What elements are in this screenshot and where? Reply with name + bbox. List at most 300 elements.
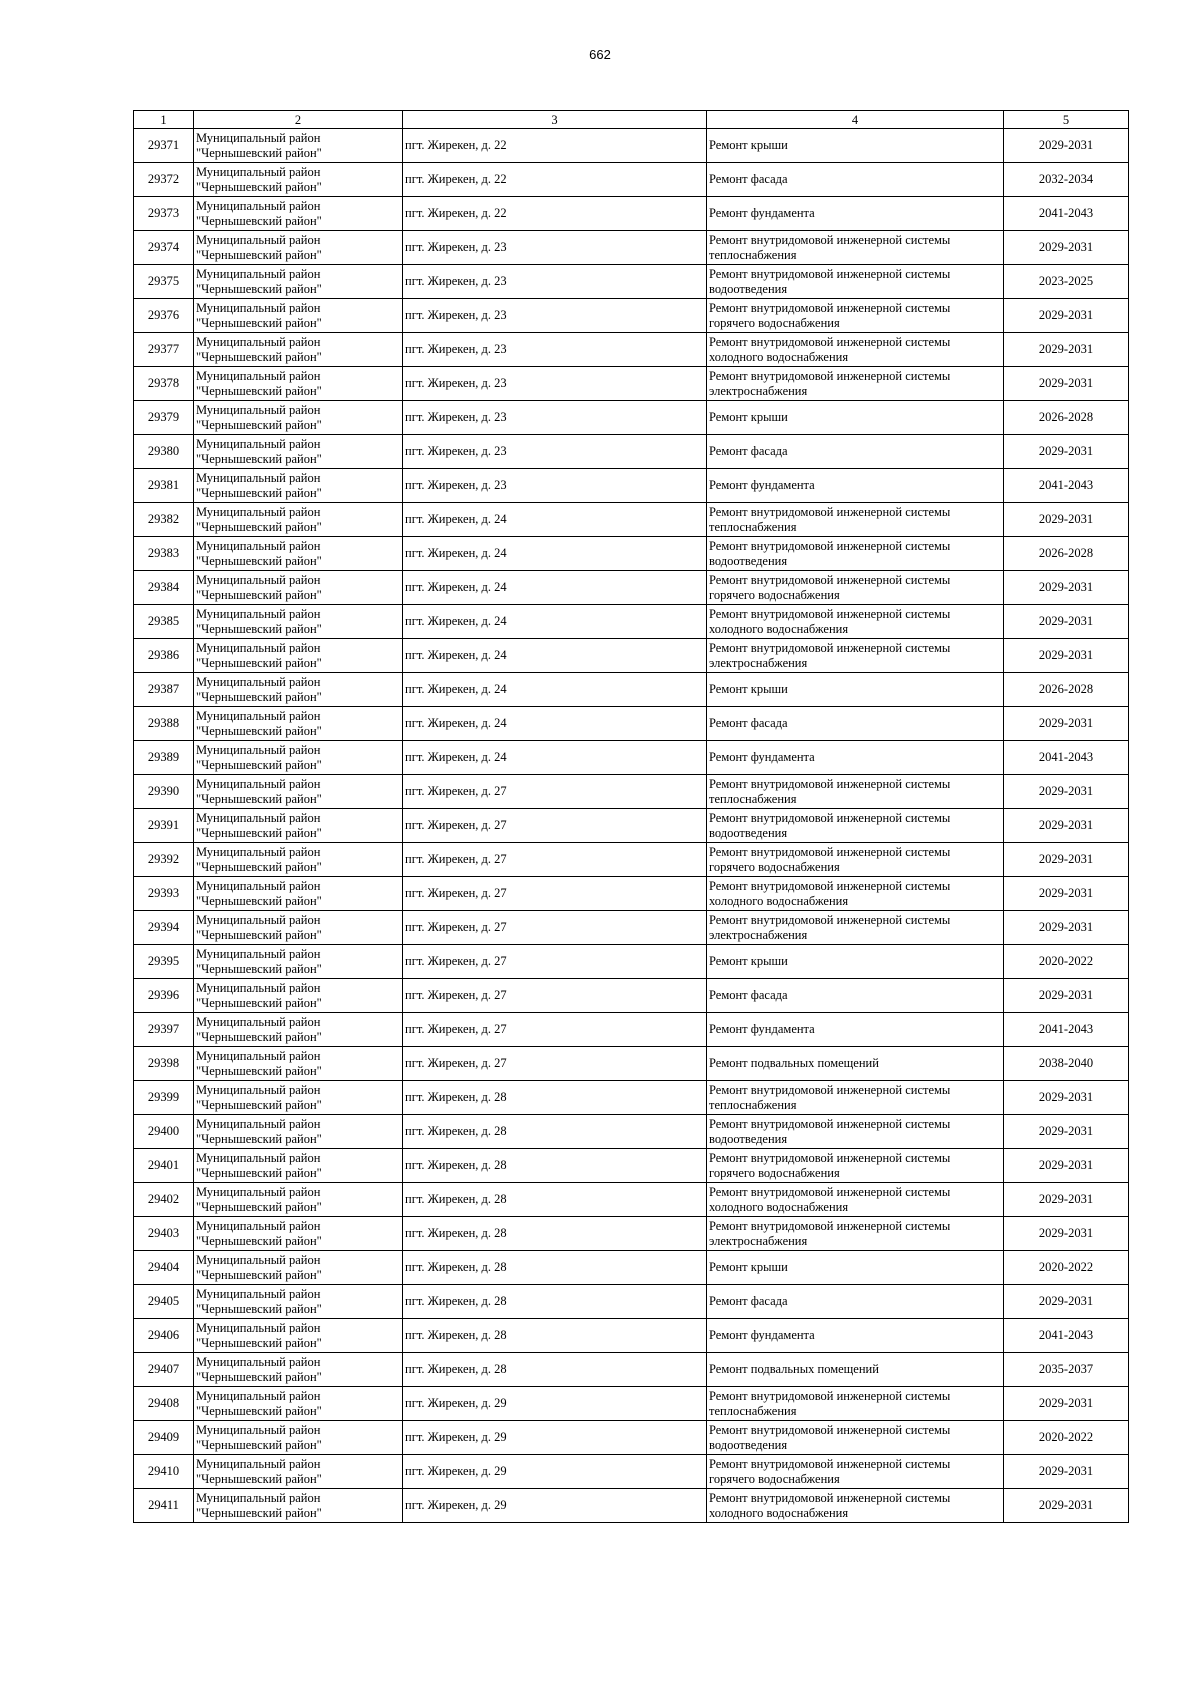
work-type-cell [707, 1047, 1004, 1081]
table-row [134, 1047, 1129, 1081]
period-cell: 2029-2031 [1004, 299, 1129, 333]
cell-line: Муниципальный район [196, 1456, 321, 1471]
table-row [134, 333, 1129, 367]
table-row [134, 163, 1129, 197]
address-cell: пгт. Жирекен, д. 23 [403, 401, 707, 435]
cell-line: Муниципальный район [196, 436, 321, 451]
cell-line: "Чернышевский район" [196, 1233, 322, 1248]
address-cell: пгт. Жирекен, д. 24 [403, 605, 707, 639]
cell-line: Муниципальный район [196, 130, 321, 145]
cell-line: Ремонт внутридомовой инженерной системы [709, 844, 951, 859]
cell-line: Ремонт внутридомовой инженерной системы [709, 1184, 951, 1199]
column-header: 5 [1004, 111, 1129, 129]
cell-line: "Чернышевский район" [196, 825, 322, 840]
district-cell [194, 1047, 403, 1081]
period-cell: 2029-2031 [1004, 877, 1129, 911]
cell-line: Ремонт внутридомовой инженерной системы [709, 1082, 951, 1097]
district-cell [194, 1421, 403, 1455]
row-number-cell: 29381 [134, 469, 194, 503]
cell-line: Ремонт крыши [709, 138, 788, 152]
cell-line: Ремонт внутридомовой инженерной системы [709, 368, 951, 383]
cell-line: "Чернышевский район" [196, 213, 322, 228]
work-type-cell [707, 945, 1004, 979]
cell-line: Ремонт внутридомовой инженерной системы [709, 912, 951, 927]
table-row [134, 401, 1129, 435]
address-cell: пгт. Жирекен, д. 27 [403, 843, 707, 877]
column-header: 1 [134, 111, 194, 129]
cell-line: Ремонт внутридомовой инженерной системы [709, 606, 951, 621]
work-type-cell [707, 265, 1004, 299]
work-type-cell [707, 1455, 1004, 1489]
table-row [134, 571, 1129, 605]
cell-line: "Чернышевский район" [196, 1267, 322, 1282]
cell-line: Ремонт фасада [709, 444, 788, 458]
work-type-cell [707, 911, 1004, 945]
period-cell: 2029-2031 [1004, 503, 1129, 537]
address-cell: пгт. Жирекен, д. 23 [403, 299, 707, 333]
period-cell: 2029-2031 [1004, 1387, 1129, 1421]
cell-line: Муниципальный район [196, 742, 321, 757]
period-cell: 2020-2022 [1004, 1251, 1129, 1285]
address-cell: пгт. Жирекен, д. 24 [403, 571, 707, 605]
cell-line: холодного водоснабжения [709, 621, 849, 636]
row-number-cell: 29393 [134, 877, 194, 911]
district-cell [194, 435, 403, 469]
period-cell: 2029-2031 [1004, 231, 1129, 265]
period-cell: 2035-2037 [1004, 1353, 1129, 1387]
cell-line: Ремонт крыши [709, 682, 788, 696]
cell-line: Муниципальный район [196, 1184, 321, 1199]
row-number-cell: 29389 [134, 741, 194, 775]
cell-line: "Чернышевский район" [196, 927, 322, 942]
period-cell: 2029-2031 [1004, 1489, 1129, 1523]
cell-line: Муниципальный район [196, 164, 321, 179]
row-number-cell: 29387 [134, 673, 194, 707]
row-number-cell: 29394 [134, 911, 194, 945]
cell-line: Ремонт внутридомовой инженерной системы [709, 300, 951, 315]
table-row [134, 775, 1129, 809]
cell-line: Муниципальный район [196, 504, 321, 519]
district-cell [194, 945, 403, 979]
cell-line: "Чернышевский район" [196, 315, 322, 330]
cell-line: Ремонт фундамента [709, 478, 815, 492]
work-type-cell [707, 1183, 1004, 1217]
cell-line: Ремонт внутридомовой инженерной системы [709, 266, 951, 281]
row-number-cell: 29378 [134, 367, 194, 401]
row-number-cell: 29388 [134, 707, 194, 741]
work-type-cell [707, 1489, 1004, 1523]
district-cell [194, 401, 403, 435]
period-cell: 2029-2031 [1004, 129, 1129, 163]
address-cell: пгт. Жирекен, д. 27 [403, 775, 707, 809]
work-type-cell [707, 1387, 1004, 1421]
cell-line: Муниципальный район [196, 300, 321, 315]
cell-line: Муниципальный район [196, 368, 321, 383]
period-cell: 2032-2034 [1004, 163, 1129, 197]
address-cell: пгт. Жирекен, д. 23 [403, 333, 707, 367]
work-type-cell [707, 775, 1004, 809]
cell-line: Муниципальный район [196, 946, 321, 961]
work-type-cell [707, 1285, 1004, 1319]
work-type-cell [707, 1353, 1004, 1387]
district-cell [194, 537, 403, 571]
address-cell: пгт. Жирекен, д. 28 [403, 1353, 707, 1387]
cell-line: электроснабжения [709, 655, 808, 670]
address-cell: пгт. Жирекен, д. 28 [403, 1149, 707, 1183]
cell-line: электроснабжения [709, 383, 808, 398]
cell-line: "Чернышевский район" [196, 961, 322, 976]
cell-line: Муниципальный район [196, 402, 321, 417]
address-cell: пгт. Жирекен, д. 23 [403, 231, 707, 265]
row-number-cell: 29391 [134, 809, 194, 843]
cell-line: Муниципальный район [196, 980, 321, 995]
work-type-cell [707, 1081, 1004, 1115]
row-number-cell: 29392 [134, 843, 194, 877]
table-row [134, 1081, 1129, 1115]
row-number-cell: 29402 [134, 1183, 194, 1217]
row-number-cell: 29386 [134, 639, 194, 673]
work-type-cell [707, 333, 1004, 367]
address-cell: пгт. Жирекен, д. 28 [403, 1183, 707, 1217]
district-cell [194, 197, 403, 231]
row-number-cell: 29395 [134, 945, 194, 979]
row-number-cell: 29400 [134, 1115, 194, 1149]
period-cell: 2029-2031 [1004, 707, 1129, 741]
cell-line: "Чернышевский район" [196, 1301, 322, 1316]
work-type-cell [707, 231, 1004, 265]
address-cell: пгт. Жирекен, д. 22 [403, 197, 707, 231]
row-number-cell: 29379 [134, 401, 194, 435]
work-type-cell [707, 605, 1004, 639]
table-row [134, 231, 1129, 265]
period-cell: 2029-2031 [1004, 435, 1129, 469]
cell-line: Муниципальный район [196, 232, 321, 247]
cell-line: Ремонт внутридомовой инженерной системы [709, 538, 951, 553]
cell-line: Ремонт внутридомовой инженерной системы [709, 1150, 951, 1165]
row-number-cell: 29371 [134, 129, 194, 163]
cell-line: теплоснабжения [709, 1403, 797, 1418]
table-row [134, 1013, 1129, 1047]
row-number-cell: 29397 [134, 1013, 194, 1047]
table-row [134, 265, 1129, 299]
table-row [134, 605, 1129, 639]
period-cell: 2029-2031 [1004, 639, 1129, 673]
cell-line: "Чернышевский район" [196, 655, 322, 670]
row-number-cell: 29374 [134, 231, 194, 265]
table-row [134, 843, 1129, 877]
address-cell: пгт. Жирекен, д. 24 [403, 741, 707, 775]
address-cell: пгт. Жирекен, д. 22 [403, 129, 707, 163]
work-type-cell [707, 1149, 1004, 1183]
address-cell: пгт. Жирекен, д. 28 [403, 1285, 707, 1319]
table-row [134, 1387, 1129, 1421]
period-cell: 2020-2022 [1004, 945, 1129, 979]
row-number-cell: 29408 [134, 1387, 194, 1421]
district-cell [194, 367, 403, 401]
cell-line: "Чернышевский район" [196, 1131, 322, 1146]
table-row [134, 1149, 1129, 1183]
cell-line: Ремонт внутридомовой инженерной системы [709, 810, 951, 825]
district-cell [194, 673, 403, 707]
row-number-cell: 29403 [134, 1217, 194, 1251]
cell-line: Муниципальный район [196, 674, 321, 689]
cell-line: Ремонт фундамента [709, 1328, 815, 1342]
district-cell [194, 809, 403, 843]
period-cell: 2029-2031 [1004, 1455, 1129, 1489]
district-cell [194, 333, 403, 367]
cell-line: Ремонт внутридомовой инженерной системы [709, 1116, 951, 1131]
cell-line: горячего водоснабжения [709, 587, 840, 602]
row-number-cell: 29405 [134, 1285, 194, 1319]
district-cell [194, 1251, 403, 1285]
row-number-cell: 29380 [134, 435, 194, 469]
address-cell: пгт. Жирекен, д. 24 [403, 673, 707, 707]
work-type-cell [707, 1013, 1004, 1047]
work-type-cell [707, 401, 1004, 435]
address-cell: пгт. Жирекен, д. 27 [403, 1047, 707, 1081]
work-type-cell [707, 979, 1004, 1013]
cell-line: "Чернышевский район" [196, 349, 322, 364]
row-number-cell: 29411 [134, 1489, 194, 1523]
cell-line: "Чернышевский район" [196, 179, 322, 194]
district-cell [194, 231, 403, 265]
cell-line: Ремонт внутридомовой инженерной системы [709, 232, 951, 247]
cell-line: водоотведения [709, 825, 788, 840]
district-cell [194, 265, 403, 299]
cell-line: Муниципальный район [196, 844, 321, 859]
cell-line: "Чернышевский район" [196, 723, 322, 738]
cell-line: Муниципальный район [196, 198, 321, 213]
address-cell: пгт. Жирекен, д. 23 [403, 265, 707, 299]
district-cell [194, 571, 403, 605]
period-cell: 2041-2043 [1004, 741, 1129, 775]
table-row [134, 469, 1129, 503]
cell-line: Муниципальный район [196, 1422, 321, 1437]
cell-line: "Чернышевский район" [196, 1471, 322, 1486]
period-cell: 2029-2031 [1004, 333, 1129, 367]
cell-line: электроснабжения [709, 1233, 808, 1248]
table-row [134, 979, 1129, 1013]
cell-line: Муниципальный район [196, 1286, 321, 1301]
address-cell: пгт. Жирекен, д. 27 [403, 911, 707, 945]
cell-line: Муниципальный район [196, 1252, 321, 1267]
table-row [134, 503, 1129, 537]
cell-line: "Чернышевский район" [196, 485, 322, 500]
address-cell: пгт. Жирекен, д. 29 [403, 1489, 707, 1523]
cell-line: холодного водоснабжения [709, 893, 849, 908]
cell-line: "Чернышевский район" [196, 281, 322, 296]
cell-line: теплоснабжения [709, 247, 797, 262]
cell-line: "Чернышевский район" [196, 417, 322, 432]
address-cell: пгт. Жирекен, д. 28 [403, 1081, 707, 1115]
cell-line: Муниципальный район [196, 572, 321, 587]
work-type-cell [707, 571, 1004, 605]
row-number-cell: 29384 [134, 571, 194, 605]
table-row [134, 911, 1129, 945]
table-row [134, 1251, 1129, 1285]
cell-line: "Чернышевский район" [196, 791, 322, 806]
cell-line: Муниципальный район [196, 266, 321, 281]
district-cell [194, 503, 403, 537]
period-cell: 2029-2031 [1004, 1115, 1129, 1149]
cell-line: Ремонт внутридомовой инженерной системы [709, 1490, 951, 1505]
period-cell: 2026-2028 [1004, 401, 1129, 435]
table-row [134, 639, 1129, 673]
table-row [134, 945, 1129, 979]
cell-line: Ремонт внутридомовой инженерной системы [709, 572, 951, 587]
period-cell: 2029-2031 [1004, 1183, 1129, 1217]
work-type-cell [707, 1251, 1004, 1285]
work-type-cell [707, 707, 1004, 741]
address-cell: пгт. Жирекен, д. 23 [403, 367, 707, 401]
address-cell: пгт. Жирекен, д. 28 [403, 1115, 707, 1149]
cell-line: водоотведения [709, 1131, 788, 1146]
cell-line: Муниципальный район [196, 810, 321, 825]
cell-line: "Чернышевский район" [196, 1097, 322, 1112]
cell-line: холодного водоснабжения [709, 1505, 849, 1520]
cell-line: "Чернышевский район" [196, 1165, 322, 1180]
cell-line: теплоснабжения [709, 791, 797, 806]
cell-line: "Чернышевский район" [196, 859, 322, 874]
cell-line: Муниципальный район [196, 1116, 321, 1131]
address-cell: пгт. Жирекен, д. 24 [403, 707, 707, 741]
period-cell: 2029-2031 [1004, 911, 1129, 945]
address-cell: пгт. Жирекен, д. 24 [403, 503, 707, 537]
table-row [134, 1217, 1129, 1251]
district-cell [194, 1285, 403, 1319]
district-cell [194, 1081, 403, 1115]
district-cell [194, 129, 403, 163]
district-cell [194, 1489, 403, 1523]
table-body [134, 129, 1129, 1523]
cell-line: Муниципальный район [196, 912, 321, 927]
period-cell: 2026-2028 [1004, 537, 1129, 571]
cell-line: Ремонт подвальных помещений [709, 1056, 879, 1070]
cell-line: горячего водоснабжения [709, 859, 840, 874]
table-row [134, 367, 1129, 401]
column-header: 4 [707, 111, 1004, 129]
cell-line: "Чернышевский район" [196, 383, 322, 398]
cell-line: Муниципальный район [196, 1048, 321, 1063]
period-cell: 2029-2031 [1004, 571, 1129, 605]
district-cell [194, 1455, 403, 1489]
cell-line: холодного водоснабжения [709, 1199, 849, 1214]
cell-line: горячего водоснабжения [709, 1165, 840, 1180]
period-cell: 2026-2028 [1004, 673, 1129, 707]
table-row [134, 1455, 1129, 1489]
period-cell: 2041-2043 [1004, 469, 1129, 503]
district-cell [194, 1013, 403, 1047]
district-cell [194, 877, 403, 911]
work-type-cell [707, 843, 1004, 877]
address-cell: пгт. Жирекен, д. 28 [403, 1319, 707, 1353]
table-row [134, 1421, 1129, 1455]
work-type-cell [707, 367, 1004, 401]
table-row [134, 129, 1129, 163]
cell-line: "Чернышевский район" [196, 247, 322, 262]
work-type-cell [707, 1217, 1004, 1251]
column-header: 2 [194, 111, 403, 129]
cell-line: "Чернышевский район" [196, 757, 322, 772]
cell-line: "Чернышевский район" [196, 587, 322, 602]
cell-line: Муниципальный район [196, 1320, 321, 1335]
row-number-cell: 29406 [134, 1319, 194, 1353]
table-row [134, 741, 1129, 775]
cell-line: "Чернышевский район" [196, 553, 322, 568]
address-cell: пгт. Жирекен, д. 28 [403, 1217, 707, 1251]
cell-line: "Чернышевский район" [196, 893, 322, 908]
table-row [134, 1353, 1129, 1387]
row-number-cell: 29372 [134, 163, 194, 197]
cell-line: Муниципальный район [196, 776, 321, 791]
table-row [134, 809, 1129, 843]
district-cell [194, 843, 403, 877]
period-cell: 2023-2025 [1004, 265, 1129, 299]
district-cell [194, 911, 403, 945]
address-cell: пгт. Жирекен, д. 29 [403, 1387, 707, 1421]
cell-line: Муниципальный район [196, 334, 321, 349]
period-cell: 2020-2022 [1004, 1421, 1129, 1455]
district-cell [194, 605, 403, 639]
work-type-cell [707, 1115, 1004, 1149]
cell-line: Ремонт фундамента [709, 1022, 815, 1036]
table-row [134, 877, 1129, 911]
district-cell [194, 979, 403, 1013]
work-type-cell [707, 639, 1004, 673]
address-cell: пгт. Жирекен, д. 23 [403, 469, 707, 503]
cell-line: "Чернышевский район" [196, 621, 322, 636]
district-cell [194, 469, 403, 503]
cell-line: Ремонт внутридомовой инженерной системы [709, 640, 951, 655]
address-cell: пгт. Жирекен, д. 29 [403, 1455, 707, 1489]
cell-line: "Чернышевский район" [196, 1199, 322, 1214]
address-cell: пгт. Жирекен, д. 27 [403, 809, 707, 843]
district-cell [194, 1115, 403, 1149]
row-number-cell: 29376 [134, 299, 194, 333]
cell-line: "Чернышевский район" [196, 1335, 322, 1350]
cell-line: Ремонт внутридомовой инженерной системы [709, 1422, 951, 1437]
cell-line: Муниципальный район [196, 878, 321, 893]
cell-line: "Чернышевский район" [196, 1029, 322, 1044]
table-row [134, 1319, 1129, 1353]
cell-line: теплоснабжения [709, 1097, 797, 1112]
table-row [134, 435, 1129, 469]
cell-line: Ремонт внутридомовой инженерной системы [709, 1218, 951, 1233]
cell-line: "Чернышевский район" [196, 451, 322, 466]
cell-line: водоотведения [709, 553, 788, 568]
work-type-cell [707, 299, 1004, 333]
cell-line: горячего водоснабжения [709, 315, 840, 330]
cell-line: Ремонт внутридомовой инженерной системы [709, 1456, 951, 1471]
table-row [134, 1285, 1129, 1319]
address-cell: пгт. Жирекен, д. 24 [403, 537, 707, 571]
page-number: 662 [589, 47, 611, 62]
cell-line: Ремонт фасада [709, 1294, 788, 1308]
district-cell [194, 741, 403, 775]
table-row [134, 1489, 1129, 1523]
district-cell [194, 707, 403, 741]
cell-line: Ремонт крыши [709, 410, 788, 424]
period-cell: 2038-2040 [1004, 1047, 1129, 1081]
cell-line: Ремонт крыши [709, 954, 788, 968]
table-row [134, 1115, 1129, 1149]
cell-line: холодного водоснабжения [709, 349, 849, 364]
row-number-cell: 29383 [134, 537, 194, 571]
row-number-cell: 29409 [134, 1421, 194, 1455]
period-cell: 2029-2031 [1004, 809, 1129, 843]
cell-line: Муниципальный район [196, 1218, 321, 1233]
cell-line: Муниципальный район [196, 1490, 321, 1505]
